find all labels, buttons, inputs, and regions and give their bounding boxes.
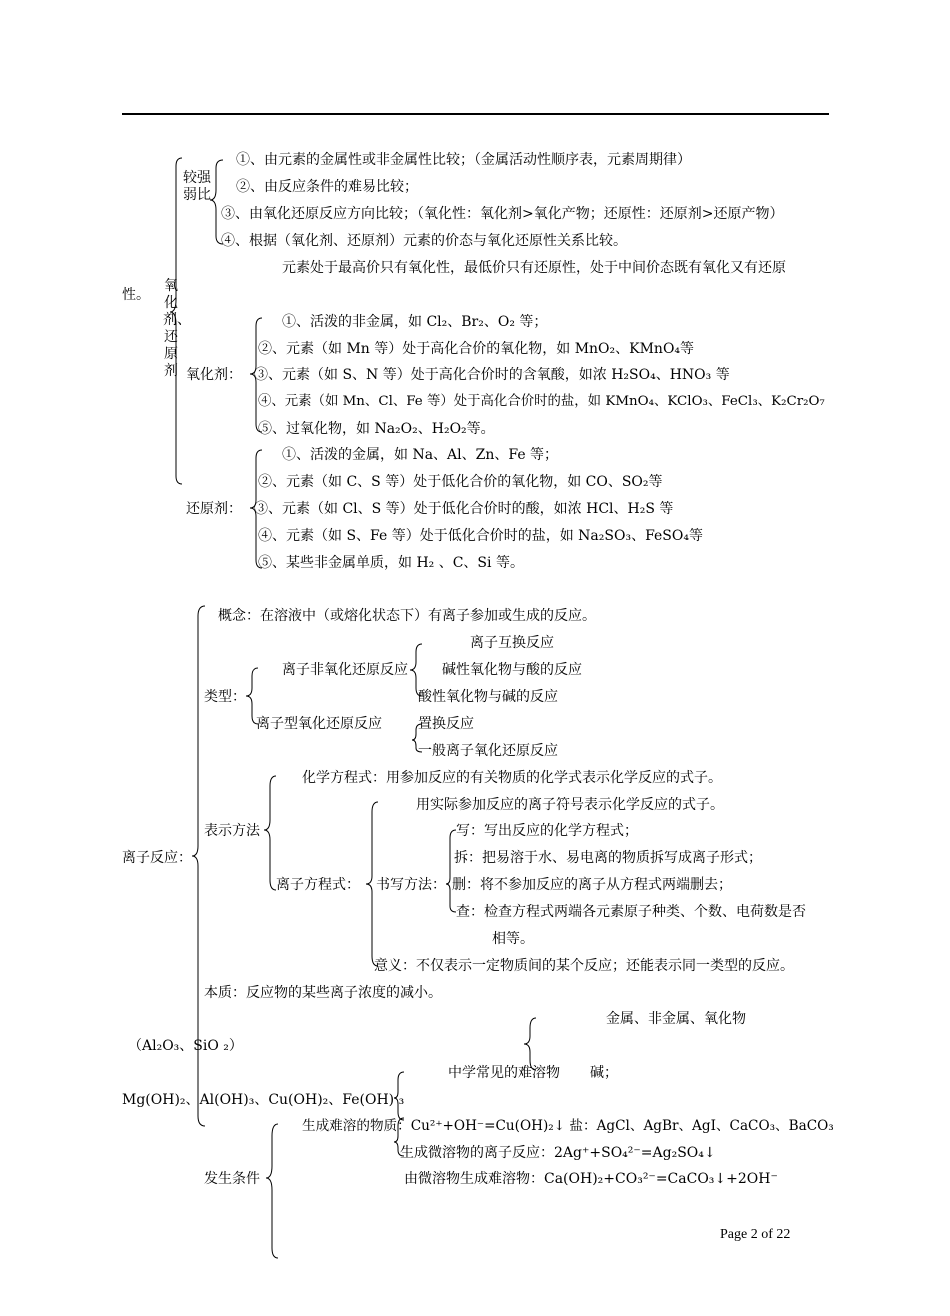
non-redox-label: 离子非氧化还原反应 [282,662,408,678]
reducer-item-2: ②、元素（如 C、S 等）处于低化合价的氧化物，如 CO、SO₂等 [258,474,663,490]
reducer-item-3: ③、元素（如 Cl、S 等）处于低化合价时的酸，如浓 HCl、H₂S 等 [254,501,674,517]
base-label: 碱； [590,1065,618,1081]
oxidizer-label: 氧化剂： [186,367,242,383]
redox-item-2: 一般离子氧化还原反应 [418,743,558,759]
redox-item-1: 置换反应 [418,716,474,732]
writing-step-2: 拆：把易溶于水、易电离的物质拆写成离子形式； [454,850,762,866]
brace-representation [264,776,276,890]
strength-item-2: ②、由反应条件的难易比较； [236,179,418,195]
oxidizer-item-3: ③、元素（如 S、N 等）处于高化合价时的含氧酸，如浓 H₂SO₄、HNO₃ 等 [254,367,730,383]
reducer-item-4: ④、元素（如 S、Fe 等）处于低化合价时的盐，如 Na₂SO₃、FeSO₄等 [258,528,703,544]
ionic-meaning: 意义：不仅表示一定物质间的某个反应；还能表示同一类型的反应。 [374,958,794,974]
representation-label: 表示方法 [204,823,260,839]
precipitate-line: 生成难溶的物质：Cu²⁺+OH⁻=Cu(OH)₂↓ 盐：AgCl、AgBr、AgI、CaCO₃、BaCO₃ [302,1118,834,1134]
slight-to-insoluble: 由微溶物生成难溶物：Ca(OH)₂+CO₃²⁻=CaCO₃↓+2OH⁻ [404,1171,778,1187]
reducer-item-5: ⑤、某些非金属单质，如 H₂ 、C、Si 等。 [258,555,524,571]
ionic-essence: 本质：反应物的某些离子浓度的减小。 [204,985,442,1001]
types-label: 类型： [204,689,246,705]
chemical-equation: 化学方程式：用参加反应的有关物质的化学式表示化学反应的式子。 [302,770,722,786]
oxidant-reductant-title: 氧化剂、还原剂 [163,278,191,379]
redox-label: 离子型氧化还原反应 [256,716,382,732]
non-redox-item-3: 酸性氧化物与碱的反应 [418,689,558,705]
writing-step-continued: 相等。 [492,931,534,947]
strength-item-4: ④、根据（氧化剂、还原剂）元素的价态与氧化还原性关系比较。 [221,233,627,249]
strength-title: 较强弱比 [183,170,211,203]
strength-item-1: ①、由元素的金属性或非金属性比较；（金属活动性顺序表，元素周期律） [236,152,691,168]
writing-step-1: 写：写出反应的化学方程式； [456,823,638,839]
ionic-equation-definition: 用实际参加反应的离子符号表示化学反应的式子。 [416,797,724,813]
writing-label: 书写方法： [376,877,446,893]
page-number: Page 2 of 22 [720,1227,791,1242]
conditions-label: 发生条件 [204,1171,260,1187]
insoluble-kinds: 金属、非金属、氧化物 [606,1011,746,1027]
slight-soluble-line: 生成微溶物的离子反应：2Ag⁺+SO₄²⁻=Ag₂SO₄↓ [400,1145,716,1161]
writing-step-4: 查：检查方程式两端各元素原子种类、个数、电荷数是否 [456,904,806,920]
valence-line-2: 性。 [122,287,150,303]
writing-step-3: 删：将不参加反应的离子从方程式两端删去； [452,877,732,893]
oxidizer-item-2: ②、元素（如 Mn 等）处于高化合价的氧化物，如 MnO₂、KMnO₄等 [258,341,695,357]
brace-conditions [266,1124,278,1258]
header-rule [122,113,829,115]
brace-writing [446,830,456,912]
ionic-title: 离子反应： [122,850,192,866]
amphoteric-oxides: （Al₂O₃、SiO ₂） [128,1038,243,1054]
non-redox-item-2: 碱性氧化物与酸的反应 [442,662,582,678]
common-insoluble: 中学常见的难溶物 [448,1065,560,1081]
oxidizer-item-4: ④、元素（如 Mn、Cl、Fe 等）处于高化合价时的盐，如 KMnO₄、KClO₃、FeCl₃、K₂Cr₂O₇ [258,394,825,409]
reducer-item-1: ①、活泼的金属，如 Na、Al、Zn、Fe 等； [282,447,559,463]
oxidizer-item-1: ①、活泼的非金属，如 Cl₂、Br₂、O₂ 等； [282,314,548,330]
hydroxides: Mg(OH)₂、Al(OH)₃、Cu(OH)₂、Fe(OH) ₃ [122,1092,405,1108]
brace-insoluble [524,1018,536,1070]
valence-line-1: 元素处于最高价只有氧化性，最低价只有还原性，处于中间价态既有氧化又有还原 [282,260,786,276]
oxidizer-item-5: ⑤、过氧化物，如 Na₂O₂、H₂O₂等。 [258,421,495,437]
strength-item-3: ③、由氧化还原反应方向比较；（氧化性：氧化剂>氧化产物；还原性：还原剂>还原产物） [221,206,784,222]
reducer-label: 还原剂： [186,501,242,517]
ionic-equation-label: 离子方程式： [276,877,360,893]
ionic-concept: 概念：在溶液中（或熔化状态下）有离子参加或生成的反应。 [218,608,596,624]
non-redox-item-1: 离子互换反应 [470,635,554,651]
